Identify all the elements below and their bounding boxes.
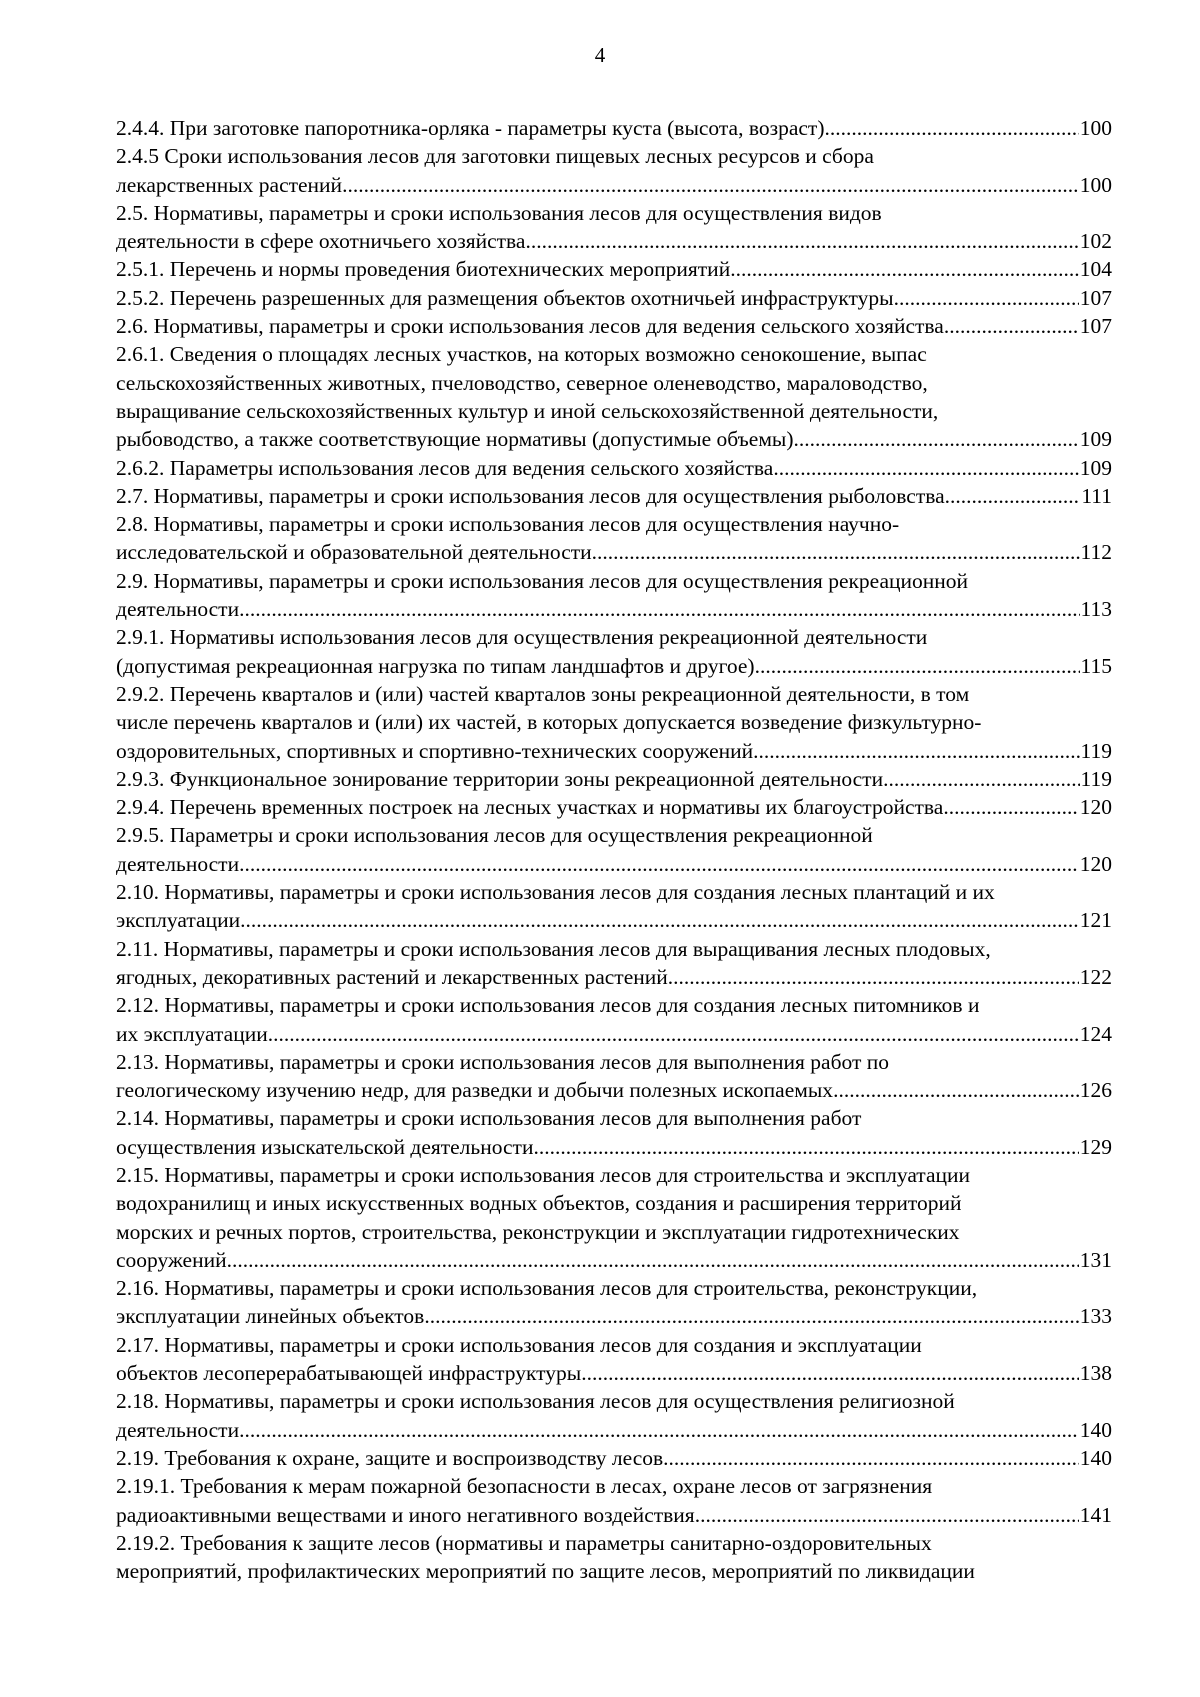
toc-entry-line: 2.12. Нормативы, параметры и сроки использования лесов для создания лесных питомников и (116, 993, 980, 1018)
toc-entry-line: морских и речных портов, строительства, реконструкции и эксплуатации гидротехнических (116, 1219, 960, 1244)
toc-page-number: 133 (1079, 1304, 1112, 1329)
toc-page-number: 112 (1080, 540, 1112, 565)
toc-entry[interactable] (116, 199, 1112, 256)
toc-entry[interactable] (116, 567, 1112, 624)
toc-page-number: 121 (1079, 908, 1112, 933)
toc-entry-text: их эксплуатации (116, 1021, 268, 1046)
toc-entry-line (116, 963, 1112, 991)
toc-entry-line (116, 1020, 1112, 1048)
toc-entry-text: 2.5.1. Перечень и нормы проведения биотехнических мероприятий (116, 257, 731, 282)
toc-entry[interactable] (116, 1331, 1112, 1388)
toc-entry-text: 2.9.3. Функциональное зонирование территории зоны рекреационной деятельности (116, 766, 884, 791)
toc-entry-line (116, 1133, 1112, 1161)
toc-page-number: 129 (1079, 1134, 1112, 1159)
toc-entry-line: 2.14. Нормативы, параметры и сроки использования лесов для выполнения работ (116, 1106, 862, 1131)
toc-entry-text: деятельности (116, 851, 240, 876)
dot-leader (424, 1302, 1078, 1330)
toc-entry-text: 2.5.2. Перечень разрешенных для размещения объектов охотничьей инфраструктуры (116, 285, 894, 310)
toc-entry-line (116, 114, 1112, 142)
toc-entry[interactable] (116, 284, 1112, 312)
toc-entry[interactable] (116, 142, 1112, 199)
dot-leader (730, 255, 1079, 283)
toc-entry[interactable] (116, 793, 1112, 821)
dot-leader (663, 1444, 1079, 1472)
dot-leader (894, 284, 1079, 312)
toc-entry-line: 2.13. Нормативы, параметры и сроки использования лесов для выполнения работ по (116, 1049, 890, 1074)
toc-entry-line: 2.19.1. Требования к мерам пожарной безопасности в лесах, охране лесов от загрязнения (116, 1474, 933, 1499)
toc-entry[interactable] (116, 1048, 1112, 1105)
toc-entry[interactable] (116, 255, 1112, 283)
toc-entry-line: 2.18. Нормативы, параметры и сроки использования лесов для осуществления религиозной (116, 1389, 955, 1414)
toc-entry[interactable] (116, 1274, 1112, 1331)
toc-entry-line: 2.8. Нормативы, параметры и сроки использования лесов для осуществления научно- (116, 512, 900, 537)
toc-entry-line (116, 1302, 1112, 1330)
toc-page-number: 107 (1079, 285, 1112, 310)
toc-entry-line (116, 454, 1112, 482)
toc-page-number: 100 (1079, 172, 1112, 197)
toc-entry-line (116, 765, 1112, 793)
toc-entry-line: 2.6.1. Сведения о площадях лесных участков, на которых возможно сенокошение, выпас (116, 342, 927, 367)
toc-entry[interactable] (116, 1104, 1112, 1161)
toc-entry-text: 2.19. Требования к охране, защите и воспроизводству лесов (116, 1445, 664, 1470)
toc-page-number: 141 (1079, 1502, 1112, 1527)
toc-entry-line (116, 793, 1112, 821)
toc-entry-line: 2.5. Нормативы, параметры и сроки использования лесов для осуществления видов (116, 200, 882, 225)
toc-entry[interactable] (116, 1444, 1112, 1472)
table-of-contents (116, 114, 1112, 1585)
toc-entry-line: 2.11. Нормативы, параметры и сроки использования лесов для выращивания лесных плодовых, (116, 936, 991, 961)
toc-page-number: 122 (1079, 964, 1112, 989)
dot-leader (755, 652, 1080, 680)
toc-entry-line: числе перечень кварталов и (или) их частей, в которых допускается возведение физкультурно- (116, 710, 982, 735)
toc-entry-text: деятельности (116, 1417, 240, 1442)
toc-page-number: 113 (1080, 597, 1112, 622)
toc-page-number: 102 (1079, 229, 1112, 254)
toc-entry[interactable] (116, 935, 1112, 992)
dot-leader (533, 1133, 1078, 1161)
toc-entry-line (116, 1444, 1112, 1472)
toc-entry-text: 2.9.4. Перечень временных построек на лесных участках и нормативы их благоустройства (116, 795, 944, 820)
toc-page-number: 119 (1080, 766, 1112, 791)
toc-page-number: 109 (1079, 455, 1112, 480)
toc-entry-line (116, 171, 1112, 199)
toc-page-number: 115 (1080, 653, 1112, 678)
toc-entry-text: объектов лесоперерабатывающей инфраструктуры (116, 1361, 582, 1386)
toc-entry-text: радиоактивными веществами и иного негативного воздействия (116, 1502, 695, 1527)
toc-entry-line: 2.9. Нормативы, параметры и сроки использования лесов для осуществления рекреационной (116, 568, 969, 593)
toc-entry-line: сельскохозяйственных животных, пчеловодство, северное оленеводство, мараловодство, (116, 370, 928, 395)
toc-page-number: 120 (1079, 795, 1112, 820)
toc-entry-line: 2.17. Нормативы, параметры и сроки использования лесов для создания и эксплуатации (116, 1332, 922, 1357)
dot-leader (945, 482, 1081, 510)
toc-entry-line: 2.16. Нормативы, параметры и сроки использования лесов для строительства, реконструкции, (116, 1276, 978, 1301)
toc-entry-text: геологическому изучению недр, для разведки и добычи полезных ископаемых (116, 1078, 834, 1103)
toc-entry[interactable] (116, 821, 1112, 878)
toc-entry-text: деятельности в сфере охотничьего хозяйства (116, 229, 526, 254)
toc-entry-line (116, 227, 1112, 255)
toc-entry[interactable] (116, 623, 1112, 680)
toc-entry-text: ягодных, декоративных растений и лекарственных растений (116, 964, 668, 989)
toc-page-number: 140 (1079, 1445, 1112, 1470)
toc-entry-line: 2.4.5 Сроки использования лесов для заготовки пищевых лесных ресурсов и сбора (116, 144, 874, 169)
dot-leader (525, 227, 1078, 255)
toc-entry-line (116, 1416, 1112, 1444)
dot-leader (883, 765, 1079, 793)
toc-entry-line: 2.9.5. Параметры и сроки использования лесов для осуществления рекреационной (116, 823, 873, 848)
toc-entry-text: эксплуатации линейных объектов (116, 1304, 425, 1329)
toc-entry-line (116, 284, 1112, 312)
dot-leader (695, 1501, 1079, 1529)
dot-leader (833, 1076, 1079, 1104)
toc-entry[interactable] (116, 1161, 1112, 1274)
dot-leader (668, 963, 1079, 991)
dot-leader (342, 171, 1079, 199)
toc-entry-line: мероприятий, профилактических мероприятий по защите лесов, мероприятий по ликвидации (116, 1559, 975, 1584)
toc-entry[interactable] (116, 340, 1112, 453)
toc-entry[interactable] (116, 878, 1112, 935)
toc-entry-line (116, 538, 1112, 566)
toc-entry-text: сооружений (116, 1247, 227, 1272)
toc-entry-line: 2.15. Нормативы, параметры и сроки использования лесов для строительства и эксплуатации (116, 1162, 971, 1187)
toc-page-number: 120 (1079, 851, 1112, 876)
toc-entry-line: водохранилищ и иных искусственных водных объектов, создания и расширения территорий (116, 1191, 962, 1216)
toc-entry[interactable] (116, 454, 1112, 482)
toc-entry-line (116, 1501, 1112, 1529)
toc-entry-line (116, 425, 1112, 453)
toc-entry-line: 2.9.1. Нормативы использования лесов для осуществления рекреационной деятельности (116, 625, 928, 650)
toc-entry[interactable] (116, 765, 1112, 793)
dot-leader (773, 454, 1078, 482)
toc-entry[interactable] (116, 1529, 1112, 1586)
toc-entry-line (116, 906, 1112, 934)
toc-page-number: 104 (1079, 257, 1112, 282)
toc-entry-line: 2.19.2. Требования к защите лесов (нормативы и параметры санитарно-оздоровительных (116, 1530, 932, 1555)
toc-entry-text: деятельности (116, 597, 240, 622)
toc-entry-line (116, 255, 1112, 283)
dot-leader (268, 1020, 1079, 1048)
page-number: 4 (594, 43, 606, 67)
toc-entry-line (116, 1246, 1112, 1274)
dot-leader (227, 1246, 1079, 1274)
toc-entry-line (116, 652, 1112, 680)
toc-entry-line (116, 482, 1112, 510)
toc-entry-text: лекарственных растений (116, 172, 343, 197)
dot-leader (944, 312, 1079, 340)
toc-entry[interactable] (116, 482, 1112, 510)
toc-entry-text: осуществления изыскательской деятельности (116, 1134, 534, 1159)
toc-entry[interactable] (116, 680, 1112, 765)
dot-leader (592, 538, 1080, 566)
toc-entry-line: 2.10. Нормативы, параметры и сроки использования лесов для создания лесных плантаций и их (116, 880, 995, 905)
toc-page-number: 131 (1079, 1247, 1112, 1272)
toc-entry-line: 2.9.2. Перечень кварталов и (или) частей кварталов зоны рекреационной деятельности, в том (116, 681, 970, 706)
toc-entry[interactable] (116, 1472, 1112, 1529)
toc-page-number: 140 (1079, 1417, 1112, 1442)
toc-entry-text: рыбоводство, а также соответствующие нормативы (допустимые объемы) (116, 427, 794, 452)
toc-page-number: 138 (1079, 1361, 1112, 1386)
toc-page-number: 126 (1079, 1078, 1112, 1103)
dot-leader (943, 793, 1078, 821)
dot-leader (239, 595, 1079, 623)
dot-leader (794, 425, 1079, 453)
toc-page-number: 100 (1079, 116, 1112, 140)
toc-entry-text: исследовательской и образовательной деятельности (116, 540, 592, 565)
toc-entry-line: выращивание сельскохозяйственных культур и иной сельскохозяйственной деятельности, (116, 398, 939, 423)
toc-entry-line (116, 312, 1112, 340)
dot-leader (753, 737, 1079, 765)
toc-entry[interactable] (116, 312, 1112, 340)
toc-entry-line (116, 1359, 1112, 1387)
toc-entry-text: оздоровительных, спортивных и спортивно-технических сооружений (116, 738, 754, 763)
toc-page-number: 124 (1079, 1021, 1112, 1046)
dot-leader (581, 1359, 1079, 1387)
toc-page-number: 107 (1079, 314, 1112, 339)
toc-page-number: 119 (1080, 738, 1112, 763)
dot-leader (240, 906, 1079, 934)
toc-entry-text: 2.4.4. При заготовке папоротника-орляка - параметры куста (высота, возраст) (116, 116, 825, 140)
toc-entry[interactable] (116, 1387, 1112, 1444)
toc-entry-line (116, 737, 1112, 765)
toc-entry[interactable] (116, 991, 1112, 1048)
dot-leader (825, 114, 1079, 142)
toc-page-number: 109 (1079, 427, 1112, 452)
toc-entry-text: эксплуатации (116, 908, 241, 933)
toc-entry[interactable] (116, 510, 1112, 567)
dot-leader (239, 850, 1079, 878)
toc-entry-line (116, 850, 1112, 878)
toc-entry[interactable] (116, 114, 1112, 142)
toc-page-number: 111 (1081, 483, 1112, 508)
toc-entry-text: 2.6.2. Параметры использования лесов для ведения сельского хозяйства (116, 455, 774, 480)
toc-entry-text: 2.7. Нормативы, параметры и сроки использования лесов для осуществления рыболовства (116, 483, 945, 508)
dot-leader (239, 1416, 1079, 1444)
toc-entry-line (116, 595, 1112, 623)
toc-entry-text: 2.6. Нормативы, параметры и сроки использования лесов для ведения сельского хозяйства (116, 314, 944, 339)
toc-entry-text: (допустимая рекреационная нагрузка по типам ландшафтов и другое) (116, 653, 755, 678)
toc-entry-line (116, 1076, 1112, 1104)
